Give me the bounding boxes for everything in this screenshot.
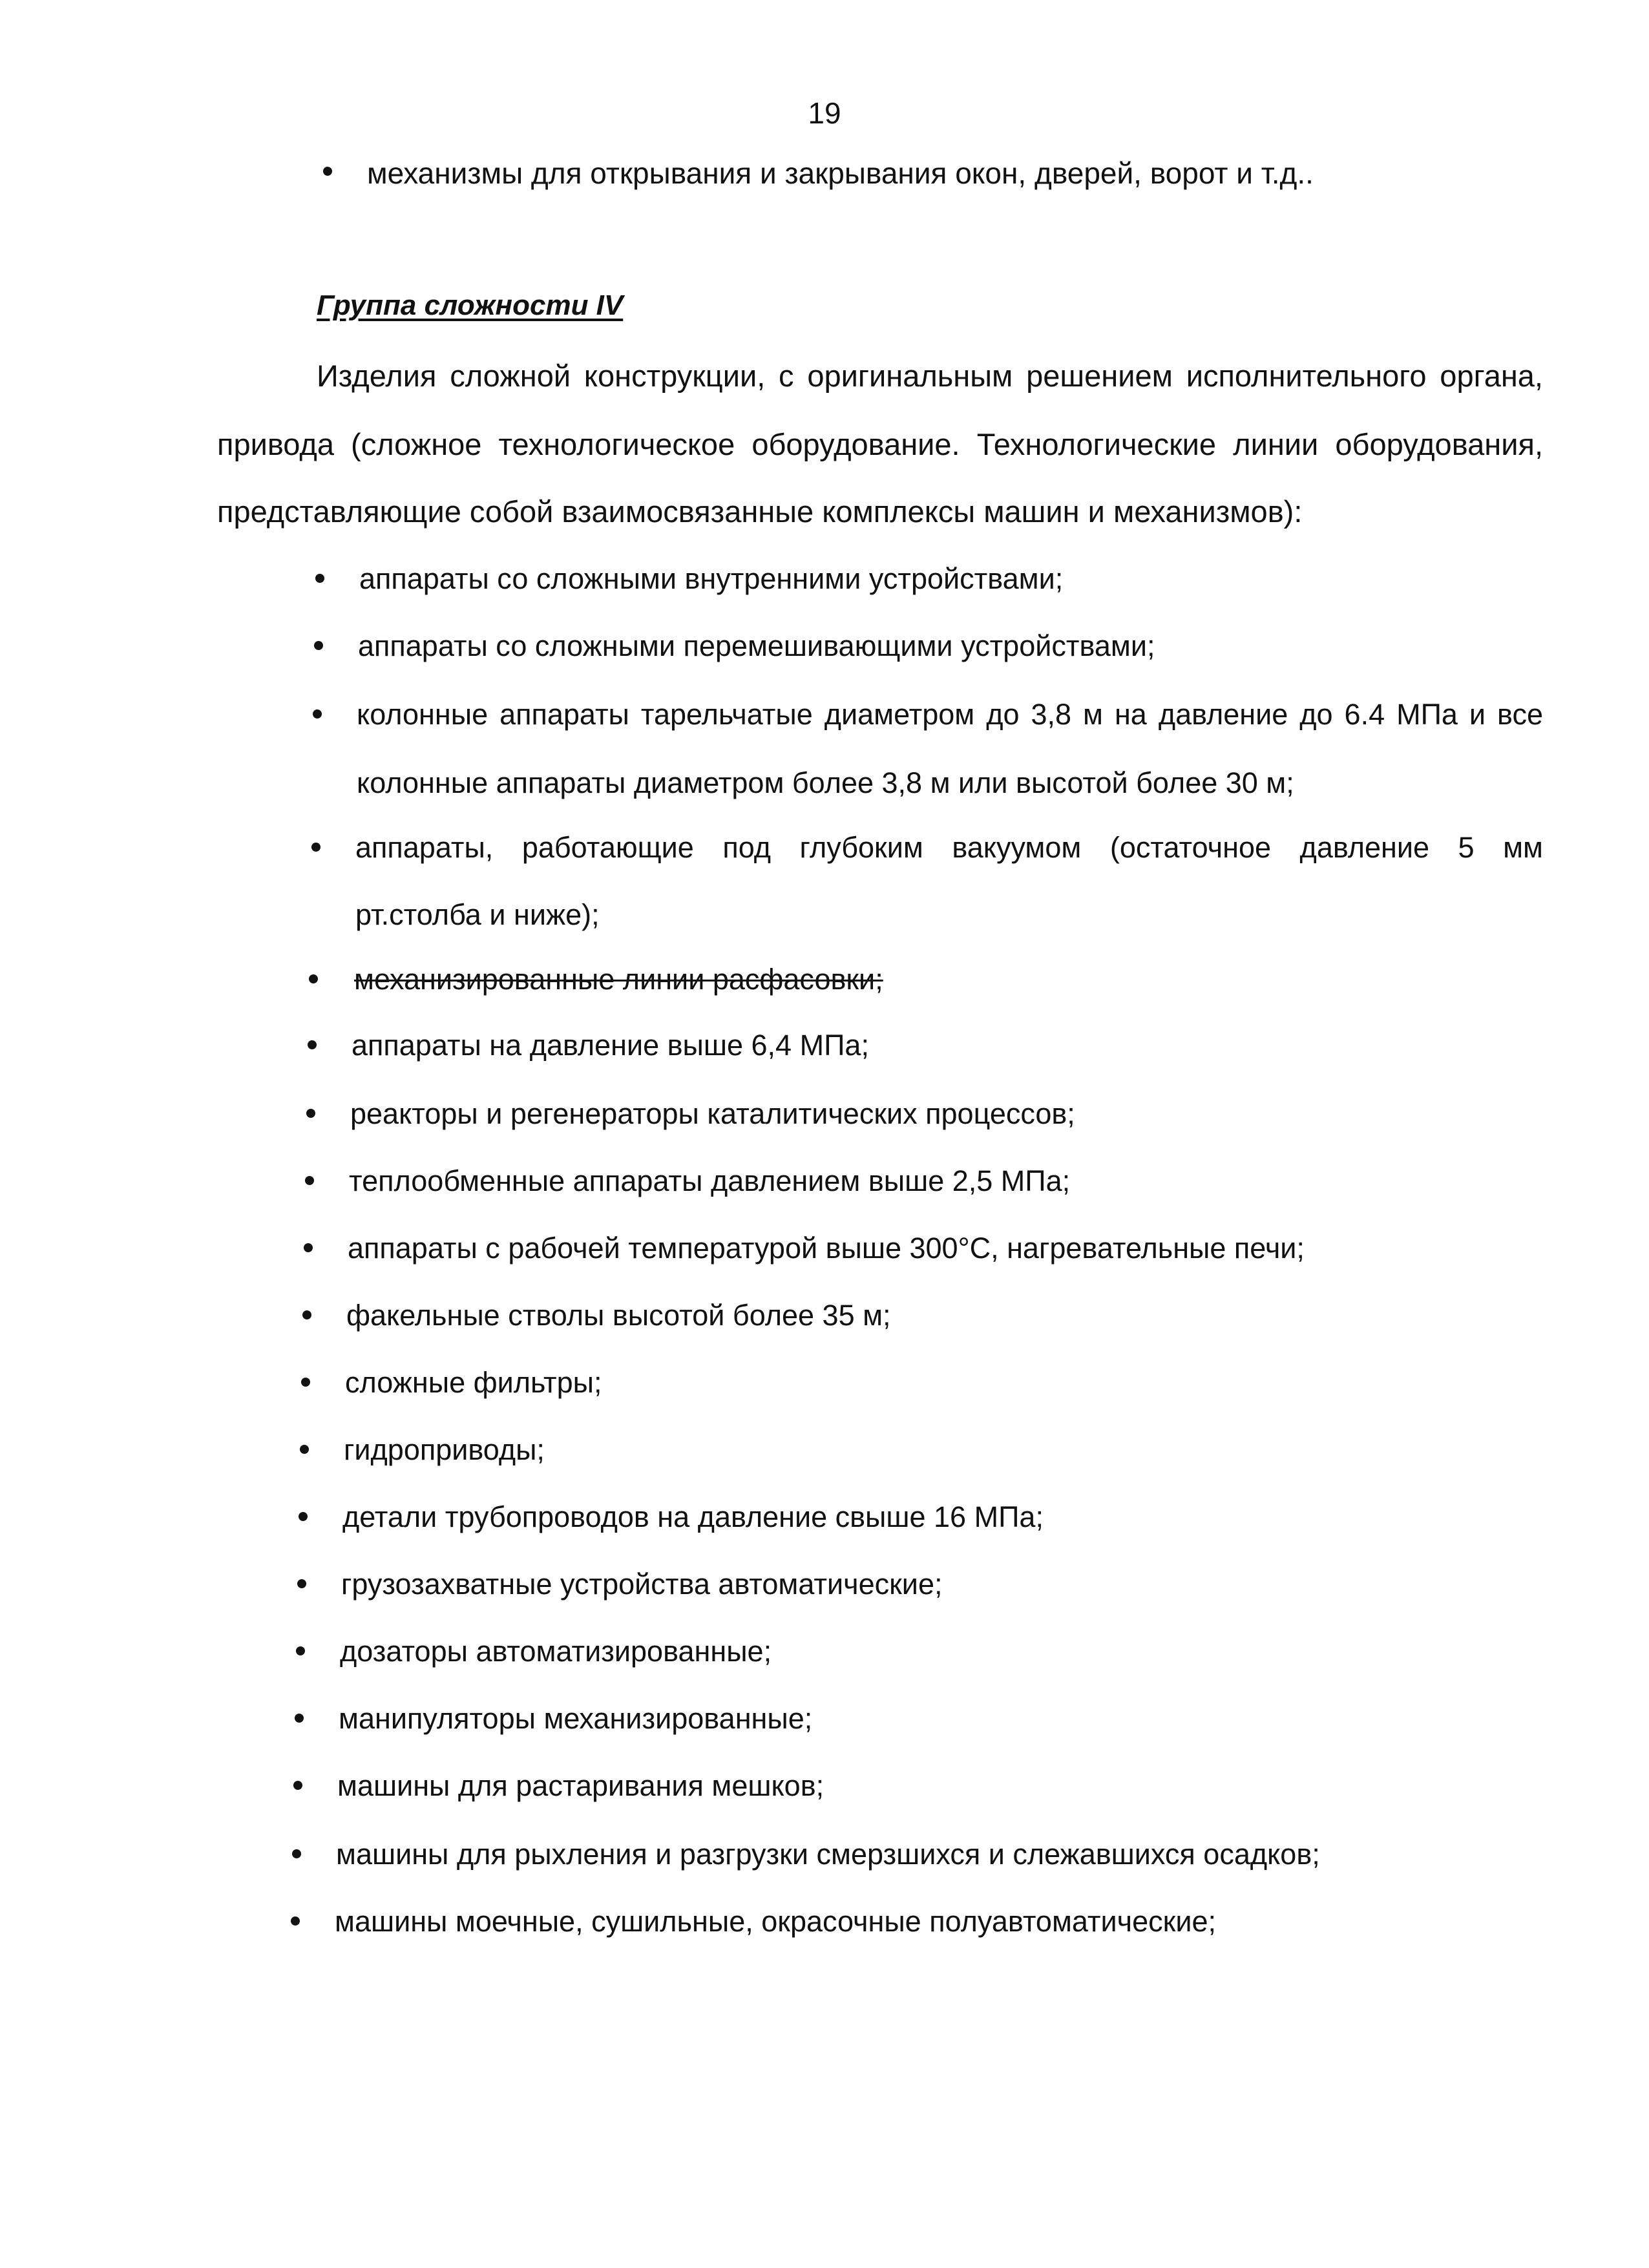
bullet-icon: [302, 1310, 311, 1319]
list-item-text: детали трубопроводов на давление свыше 16 МПа;: [342, 1500, 1044, 1533]
list-item-text: механизмы для открывания и закрывания окон, дверей, ворот и т.д..: [367, 156, 1314, 190]
list-item-text: аппараты, работающие под глубоким вакуумом (остаточное давление 5 мм: [355, 831, 1543, 864]
bullet-icon: [311, 843, 320, 852]
bullet-icon: [299, 1512, 308, 1521]
section-heading: Группа сложности IV: [317, 289, 624, 321]
list-item-text: теплообменные аппараты давлением выше 2,5 МПа;: [349, 1164, 1071, 1197]
list-item-text: факельные стволы высотой более 35 м;: [346, 1299, 891, 1332]
list-item-text: реакторы и регенераторы каталитических процессов;: [350, 1097, 1075, 1130]
list-item-text: дозаторы автоматизированные;: [340, 1635, 772, 1668]
bullet-icon: [308, 1040, 317, 1049]
bullet-icon: [293, 1781, 302, 1790]
list-item-text: колонные аппараты тарельчатые диаметром до 3,8 м на давление до 6.4 МПа и все: [357, 698, 1543, 731]
bullet-icon: [315, 574, 324, 583]
bullet-icon: [323, 167, 332, 176]
list-item-text: машины для растаривания мешков;: [337, 1769, 824, 1802]
list-item-text: машины для рыхления и разгрузки смерзшихся и слежавшихся осадков;: [336, 1838, 1320, 1871]
bullet-icon: [297, 1579, 306, 1588]
bullet-icon: [306, 1109, 315, 1118]
bullet-icon: [305, 1176, 314, 1185]
bullet-icon: [309, 974, 318, 983]
list-item-text: машины моечные, сушильные, окрасочные полуавтоматические;: [335, 1905, 1216, 1938]
list-item-text: манипуляторы механизированные;: [339, 1702, 813, 1735]
list-item-text: аппараты на давление выше 6,4 МПа;: [352, 1029, 869, 1062]
list-item-text: аппараты со сложными внутренними устройствами;: [359, 562, 1064, 595]
list-item-text: грузозахватные устройства автоматические;: [341, 1568, 943, 1601]
paragraph-line: привода (сложное технологическое оборудование. Технологические линии оборудования,: [217, 427, 1543, 461]
list-item-text: аппараты со сложными перемешивающими устройствами;: [358, 629, 1155, 662]
list-item-text: механизированные линии расфасовки;: [354, 963, 883, 996]
paragraph-line: Изделия сложной конструкции, с оригинальным решением исполнительного органа,: [317, 359, 1543, 393]
bullet-icon: [304, 1243, 313, 1252]
bullet-icon: [300, 1445, 309, 1454]
list-item-text: гидроприводы;: [344, 1433, 545, 1466]
list-item-text: колонные аппараты диаметром более 3,8 м или высотой более 30 м;: [357, 766, 1294, 799]
bullet-icon: [292, 1849, 301, 1858]
page-number: 19: [808, 96, 841, 130]
paragraph-line: представляющие собой взаимосвязанные комплексы машин и механизмов):: [217, 494, 1303, 529]
bullet-icon: [314, 641, 323, 650]
list-item-text: аппараты с рабочей температурой выше 300°С, нагревательные печи;: [348, 1232, 1305, 1265]
list-item-text: сложные фильтры;: [345, 1366, 602, 1399]
list-item-text: рт.столба и ниже);: [355, 898, 600, 931]
bullet-icon: [291, 1916, 300, 1926]
bullet-icon: [296, 1646, 305, 1655]
bullet-icon: [295, 1714, 304, 1723]
bullet-icon: [313, 709, 322, 719]
bullet-icon: [301, 1378, 310, 1387]
